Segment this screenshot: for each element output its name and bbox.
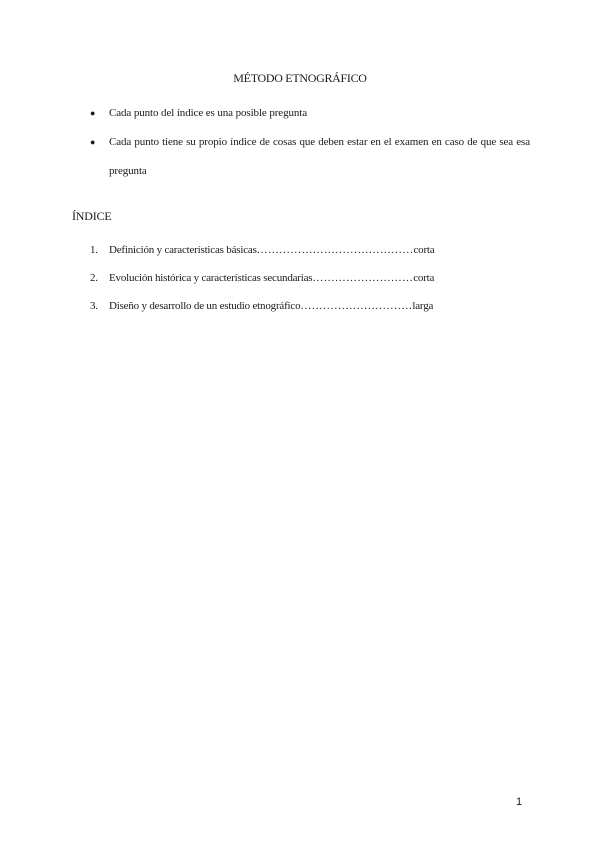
index-leader: …………………………………… [256,244,414,256]
index-heading: ÍNDICE [72,209,112,223]
index-number: 3. [90,300,98,312]
index-title: Diseño y desarrollo de un estudio etnográfico [109,300,301,312]
bullet-text: Cada punto del índice es una posible pregunta [109,107,308,119]
index-length: larga [412,300,434,312]
index-list [90,236,490,320]
index-number: 2. [90,272,98,284]
page-number: 1 [516,796,523,808]
index-length: corta [413,244,435,256]
bullet-text: Cada punto tiene su propio índice de cosas que deben estar en el examen en caso de que sea esa pregunta [109,136,530,177]
index-entry [90,292,490,320]
index-title: Evolución histórica y características secundarias [109,272,313,284]
index-title: Definición y características básicas [109,244,257,256]
index-leader: ………………………… [300,300,413,312]
index-leader: ……………………… [312,272,414,284]
index-length: corta [413,272,435,284]
bullet-dot-icon: ● [90,137,96,147]
index-entry [90,264,490,292]
document-title: MÉTODO ETNOGRÁFICO [233,71,367,85]
index-number: 1. [90,244,98,256]
index-entry [90,236,490,264]
bullet-item [90,128,530,186]
bullet-list [90,99,530,186]
bullet-dot-icon: ● [90,108,96,118]
bullet-item [90,99,530,128]
